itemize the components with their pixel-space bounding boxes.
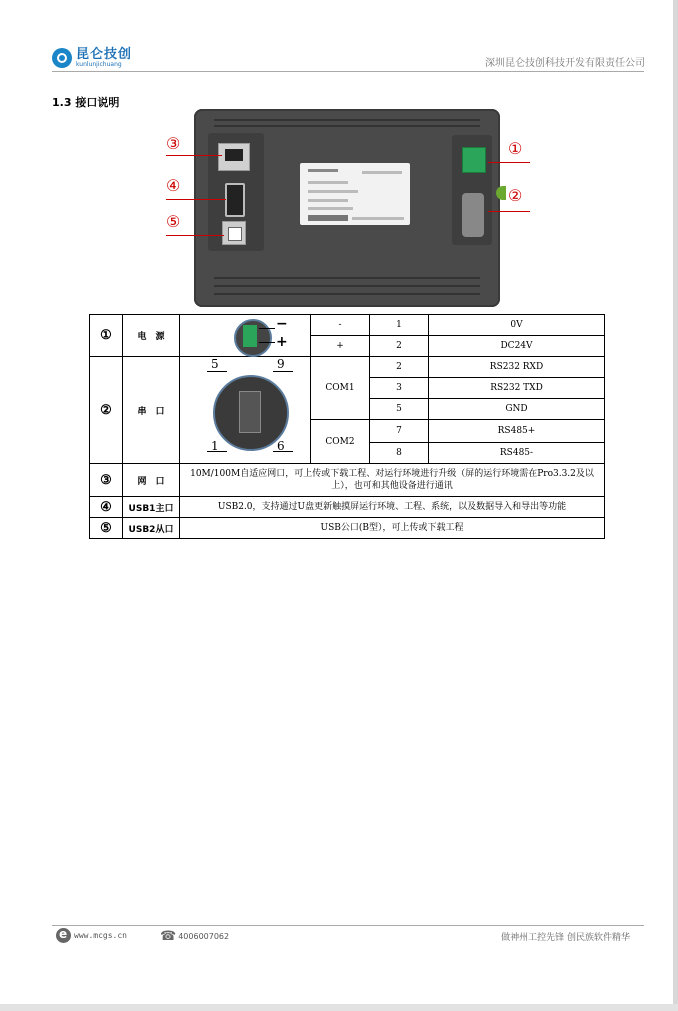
plus-label: + [276,333,288,350]
pin-group: + [311,336,370,357]
pin-number: 7 [370,420,429,443]
footer-divider [52,925,644,926]
callout-3: ③ [166,134,181,153]
callout-5: ⑤ [166,212,181,231]
company-name: 深圳昆仑技创科技开发有限责任公司 [485,58,645,69]
logo-icon [52,48,72,68]
row-number: ③ [90,464,123,497]
db9-port-icon [239,391,261,433]
browser-icon [56,928,71,943]
pin-signal: RS232 RXD [429,357,605,378]
section-title: 1.3 接口说明 [52,96,120,109]
table-row [90,464,605,497]
website-text: www.mcgs.cn [74,931,127,940]
pin-group: COM2 [311,420,370,464]
footer-slogan: 做神州工控先锋 创民族软件精华 [501,933,630,943]
interface-description: USB公口(B型），可上传或下载工程 [180,518,605,539]
pin-signal: RS485- [429,443,605,464]
pin-group: - [311,315,370,336]
pin-signal: RS232 TXD [429,378,605,399]
pin-number: 5 [370,399,429,420]
interface-name: 串 口 [123,357,180,464]
interface-name: 网 口 [123,464,180,497]
interface-spec-table [89,314,605,539]
pin-signal: GND [429,399,605,420]
db9-port-icon [462,193,484,237]
callout-4: ④ [166,176,181,195]
footer-phone [160,930,229,943]
green-sticker [496,186,506,200]
power-terminal-icon [462,147,486,173]
usb-a-port-icon [225,183,245,217]
serial-connector-image [180,357,311,464]
logo-cn-text: 昆仑技创 [76,47,133,62]
callout-2: ② [508,186,523,205]
product-label-sticker [300,163,410,225]
callout-1: ① [508,139,523,158]
row-number: ④ [90,497,123,518]
ethernet-port-icon [218,143,250,171]
interface-description: USB2.0，支持通过U盘更新触摸屏运行环境、工程、系统，以及数据导入和导出等功能 [180,497,605,518]
pin-group: COM1 [311,357,370,420]
power-terminal-icon [243,325,257,347]
pin-signal: DC24V [429,336,605,357]
pin-5-label: 5 [211,357,219,371]
pin-signal: RS485+ [429,420,605,443]
table-row [90,357,605,378]
pin-6-label: 6 [277,439,285,453]
row-number: ⑤ [90,518,123,539]
interface-name: USB2从口 [123,518,180,539]
pin-number: 2 [370,357,429,378]
company-logo [52,48,132,68]
interface-name: USB1主口 [123,497,180,518]
pin-1-label: 1 [211,439,219,453]
pin-number: 2 [370,336,429,357]
phone-text: 4006007062 [178,932,230,941]
minus-label: − [276,315,288,332]
table-row [90,315,605,336]
page-bottom-edge [0,1004,678,1011]
header-divider [52,71,644,72]
pin-signal: 0V [429,315,605,336]
row-number: ① [90,315,123,357]
pin-number: 8 [370,443,429,464]
pin-number: 1 [370,315,429,336]
table-row [90,497,605,518]
usb-b-port-icon [222,221,246,245]
footer-website [56,928,127,943]
logo-en-text: kunlunjichuang [76,61,122,68]
telephone-icon: ☎ [160,929,177,944]
pin-9-label: 9 [277,357,285,371]
row-number: ② [90,357,123,464]
pin-number: 3 [370,378,429,399]
table-row [90,518,605,539]
power-connector-image [180,315,311,357]
page-edge [673,0,678,1011]
interface-name: 电 源 [123,315,180,357]
interface-description: 10M/100M自适应网口，可上传或下载工程、对运行环境进行升级（屏的运行环境需在Pro3.3.2及以上），也可和其他设备进行通讯 [180,464,605,497]
